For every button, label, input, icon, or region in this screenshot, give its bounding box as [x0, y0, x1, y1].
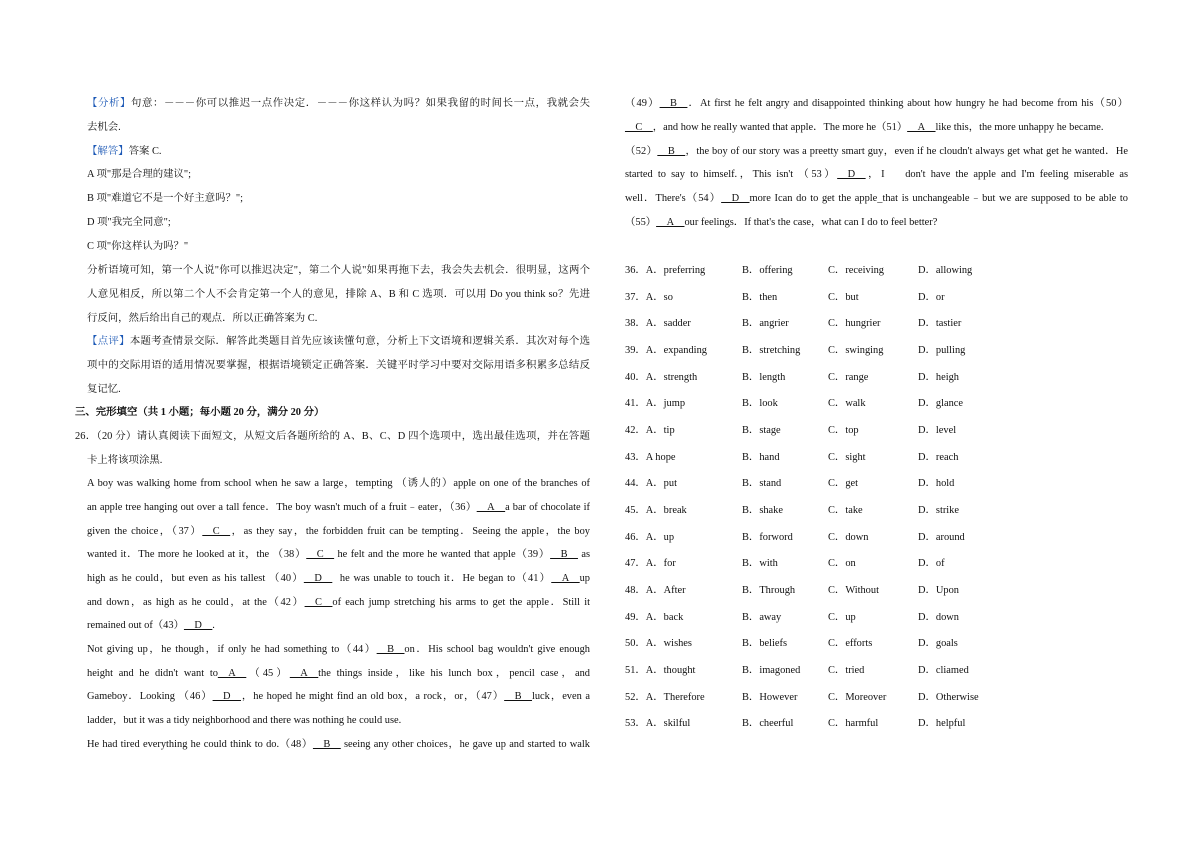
- option-b: B．hand: [742, 452, 780, 463]
- left-text-line: [87, 192, 590, 206]
- text-run: and down，as high as he could，at the（42）: [87, 597, 305, 608]
- answer-blank: __C__: [304, 597, 333, 608]
- left-text-line: [87, 383, 590, 397]
- option-d: D．pulling: [918, 345, 966, 356]
- text-run: ，I don't have the apple and I'm feeling miserable as: [865, 169, 1128, 180]
- option-row: [625, 344, 1128, 358]
- option-b: B．shake: [742, 505, 783, 516]
- option-b: B．offering: [742, 265, 793, 276]
- text-run: given the choice，（37）: [87, 526, 203, 537]
- left-text-line: [87, 643, 590, 657]
- text-run: ，and how he really wanted that apple．The more he（51）: [652, 122, 908, 133]
- option-b: B．stage: [742, 425, 781, 436]
- text-run: 复记忆.: [87, 384, 121, 395]
- left-text-line: [87, 548, 590, 562]
- option-row: [625, 584, 1128, 598]
- text-run: He had tired everything he could think to do.（48）: [87, 739, 313, 750]
- text-run: remained out of（43）: [87, 620, 184, 631]
- option-a: 43．A hope: [625, 452, 676, 463]
- option-c: C．but: [828, 292, 859, 303]
- left-text-line: [87, 97, 590, 111]
- option-row: [625, 477, 1128, 491]
- option-a: 37．A．so: [625, 292, 673, 303]
- option-a: 36．A．preferring: [625, 265, 706, 276]
- text-run: （45）: [246, 668, 290, 679]
- text-run: seeing any other choices，he gave up and started to walk: [340, 739, 590, 750]
- section-tag: 【分析】: [87, 98, 132, 109]
- left-text-line: [87, 240, 590, 254]
- text-run: on．His school bag wouldn't give enough: [404, 644, 590, 655]
- option-b: B．beliefs: [742, 638, 788, 649]
- text-run: （52）: [625, 146, 658, 157]
- option-b: B．angrier: [742, 318, 789, 329]
- answer-blank: __C__: [306, 549, 335, 560]
- option-c: C．hungrier: [828, 318, 881, 329]
- answer-blank: __A__: [551, 573, 580, 584]
- option-a: 42．A．tip: [625, 425, 675, 436]
- answer-blank: __D__: [212, 691, 241, 702]
- text-run: wanted it．The more he looked at it，the （38）: [87, 549, 307, 560]
- option-row: [625, 264, 1128, 278]
- text-run: he was unable to touch it．He began to（41）: [332, 573, 552, 584]
- option-b: B．However: [742, 692, 798, 703]
- answer-blank: __B__: [550, 549, 578, 560]
- text-run: ．At first he felt angry and disappointed thinking about how hungry he had become from his（50）: [687, 98, 1128, 109]
- answer-blank: __A__: [476, 502, 506, 513]
- option-b: B．imagoned: [742, 665, 801, 676]
- left-text-line: [87, 690, 590, 704]
- option-d: D．of: [918, 558, 945, 569]
- answer-blank: __B__: [312, 739, 341, 750]
- text-run: luck，even a: [531, 691, 590, 702]
- option-c: C．take: [828, 505, 863, 516]
- option-c: C．tried: [828, 665, 865, 676]
- option-b: B．stretching: [742, 345, 801, 356]
- option-b: B．away: [742, 612, 782, 623]
- option-a: 39．A．expanding: [625, 345, 707, 356]
- text-run: 人意见相反，所以第二个人不会肯定第一个人的意见，排除 A、B 和 C 选项．可以用 Do you think so？先进: [87, 289, 590, 300]
- text-run: a bar of chocolate if: [505, 502, 590, 513]
- option-row: [625, 611, 1128, 625]
- text-run: well．There's（54）: [625, 193, 722, 204]
- right-text-line: [625, 192, 1128, 206]
- right-text-line: [625, 145, 1128, 159]
- option-d: D．level: [918, 425, 957, 436]
- right-text-line: [625, 97, 1128, 111]
- option-d: D．heigh: [918, 372, 959, 383]
- left-text-line: [87, 738, 590, 752]
- answer-blank: __C__: [625, 122, 653, 133]
- text-run: （55）: [625, 217, 657, 228]
- left-text-line: [87, 216, 590, 230]
- left-text-line: [87, 359, 590, 373]
- text-run: 答案 C.: [128, 146, 162, 157]
- answer-blank: __C__: [202, 526, 231, 537]
- text-run: .: [212, 620, 215, 631]
- answer-blank: __A__: [289, 668, 319, 679]
- text-run: Gameboy．Looking （46）: [87, 691, 213, 702]
- text-run: 三、完形填空（共 1 小题；每小题 20 分，满分 20 分）: [75, 407, 325, 418]
- answer-blank: __D__: [183, 620, 213, 631]
- option-c: C．swinging: [828, 345, 884, 356]
- option-d: D．cliamed: [918, 665, 969, 676]
- option-b: B．Through: [742, 585, 796, 596]
- text-run: C 项"你这样认为吗？": [87, 241, 189, 252]
- text-run: （49）: [625, 98, 660, 109]
- text-run: like this，the more unhappy he became.: [935, 122, 1104, 133]
- option-a: 45．A．break: [625, 505, 687, 516]
- option-row: [625, 557, 1128, 571]
- answer-blank: __A__: [656, 217, 685, 228]
- option-row: [625, 717, 1128, 731]
- text-run: more Ican do to get the apple_that is unchangeable﹣but we are supposed to be able to: [749, 193, 1128, 204]
- option-c: C．range: [828, 372, 869, 383]
- option-c: C．up: [828, 612, 856, 623]
- text-run: ladder，but it was a tidy neighborhood and there was nothing he could use.: [87, 715, 402, 726]
- text-run: our feelings．If that's the case，what can I do to feel better?: [684, 217, 938, 228]
- option-a: 40．A．strength: [625, 372, 698, 383]
- left-text-line: [87, 619, 590, 633]
- option-a: 51．A．thought: [625, 665, 696, 676]
- option-row: [625, 317, 1128, 331]
- text-run: the things inside，like his lunch box，pencil case，and: [318, 668, 590, 679]
- right-text-line: [625, 168, 1128, 182]
- left-text-line: [87, 335, 590, 349]
- text-run: 分析语境可知，第一个人说"你可以推迟决定"，第二个人说"如果再拖下去，我会失去机会．很明显，这两个: [87, 265, 590, 276]
- text-run: 26．（20 分）请认真阅读下面短文，从短文后各题所给的 A、B、C、D 四个选项中，选出最佳选项，并在答题: [75, 431, 590, 442]
- option-a: 41．A．jump: [625, 398, 686, 409]
- left-text-line: [87, 477, 590, 491]
- option-a: 49．A．back: [625, 612, 684, 623]
- option-c: C．get: [828, 478, 859, 489]
- option-c: C．efforts: [828, 638, 873, 649]
- left-text-line: [87, 264, 590, 278]
- left-text-line: [75, 406, 590, 420]
- left-text-line: [87, 145, 590, 159]
- option-d: D．glance: [918, 398, 964, 409]
- right-text-line: [625, 216, 1128, 230]
- text-run: ，the boy of our story was a preetty smart guy，even if he cloudn't always get what get he wanted．He: [685, 146, 1129, 157]
- option-d: D．or: [918, 292, 945, 303]
- text-run: an apple tree hanging out over a tall fence．The boy wasn't much of a fruit﹣eater，（36）: [87, 502, 477, 513]
- text-run: 行反问，然后给出自己的观点．所以正确答案为 C.: [87, 313, 318, 324]
- text-run: B 项"难道它不是一个好主意吗？";: [87, 193, 243, 204]
- text-run: high as he could，but even as his tallest （40）: [87, 573, 304, 584]
- left-text-line: [87, 454, 590, 468]
- text-run: Not giving up，he though，if only he had something to（44）: [87, 644, 377, 655]
- text-run: ，he hoped he might find an old box，a rock，or，（47）: [240, 691, 505, 702]
- option-a: 44．A．put: [625, 478, 677, 489]
- answer-blank: __D__: [721, 193, 750, 204]
- section-tag: 【解答】: [87, 146, 129, 157]
- text-run: 去机会.: [87, 122, 121, 133]
- text-run: A 项"那是合理的建议";: [87, 169, 192, 180]
- text-run: up: [579, 573, 590, 584]
- left-text-line: [87, 168, 590, 182]
- left-text-line: [87, 596, 590, 610]
- option-d: D．helpful: [918, 718, 966, 729]
- option-a: 47．A．for: [625, 558, 676, 569]
- option-c: C．on: [828, 558, 856, 569]
- option-row: [625, 451, 1128, 465]
- option-a: 52．A．Therefore: [625, 692, 705, 703]
- option-row: [625, 424, 1128, 438]
- text-run: of each jump stretching his arms to get the apple．Still it: [332, 597, 590, 608]
- text-run: started to say to himself.，This isn't （53）: [625, 169, 838, 180]
- answer-blank: __B__: [659, 98, 688, 109]
- option-c: C．Moreover: [828, 692, 887, 703]
- option-d: D．hold: [918, 478, 955, 489]
- left-text-line: [87, 288, 590, 302]
- answer-blank: __B__: [376, 644, 405, 655]
- left-text-line: [75, 430, 590, 444]
- option-d: D．Upon: [918, 585, 959, 596]
- left-text-line: [87, 121, 590, 135]
- left-text-line: [87, 501, 590, 515]
- text-run: 卡上将该项涂黑.: [87, 455, 163, 466]
- answer-blank: __A__: [907, 122, 936, 133]
- option-b: B．forword: [742, 532, 793, 543]
- option-d: D．tastier: [918, 318, 962, 329]
- option-b: B．cheerful: [742, 718, 794, 729]
- option-c: C．top: [828, 425, 859, 436]
- text-run: ，as they say，the forbidden fruit can be tempting．Seeing the apple，the boy: [230, 526, 590, 537]
- option-c: C．down: [828, 532, 869, 543]
- option-d: D．strike: [918, 505, 959, 516]
- text-run: D 项"我完全同意";: [87, 217, 171, 228]
- option-row: [625, 371, 1128, 385]
- left-text-line: [87, 714, 590, 728]
- answer-blank: __D__: [837, 169, 866, 180]
- option-d: D．allowing: [918, 265, 973, 276]
- text-run: as: [577, 549, 590, 560]
- option-row: [625, 504, 1128, 518]
- option-a: 50．A．wishes: [625, 638, 692, 649]
- option-row: [625, 637, 1128, 651]
- text-run: 句意：－－－你可以推迟一点作决定．－－－你这样认为吗？如果我留的时间长一点，我就会失: [131, 98, 591, 109]
- option-row: [625, 397, 1128, 411]
- option-b: B．with: [742, 558, 778, 569]
- option-b: B．look: [742, 398, 778, 409]
- option-a: 46．A．up: [625, 532, 675, 543]
- text-run: 项中的交际用语的适用情况要掌握，根据语境锁定正确答案．关键平时学习中要对交际用语多积累多总结反: [87, 360, 590, 371]
- option-c: C．sight: [828, 452, 866, 463]
- option-c: C．receiving: [828, 265, 884, 276]
- left-text-line: [87, 572, 590, 586]
- answer-blank: __A__: [217, 668, 247, 679]
- option-b: B．length: [742, 372, 786, 383]
- option-d: D．around: [918, 532, 965, 543]
- option-c: C．walk: [828, 398, 866, 409]
- option-d: D．Otherwise: [918, 692, 979, 703]
- text-run: height and he didn't want to: [87, 668, 218, 679]
- option-c: C．harmful: [828, 718, 879, 729]
- section-tag: 【点评】: [87, 336, 130, 347]
- left-text-line: [87, 312, 590, 326]
- option-row: [625, 291, 1128, 305]
- option-a: 53．A．skilful: [625, 718, 691, 729]
- option-row: [625, 691, 1128, 705]
- option-row: [625, 664, 1128, 678]
- option-b: B．stand: [742, 478, 782, 489]
- option-row: [625, 531, 1128, 545]
- left-text-line: [87, 667, 590, 681]
- option-d: D．goals: [918, 638, 958, 649]
- answer-blank: __B__: [504, 691, 532, 702]
- option-d: D．reach: [918, 452, 959, 463]
- option-a: 48．A．After: [625, 585, 686, 596]
- text-run: A boy was walking home from school when he saw a large，tempting （诱人的）apple on one of the branches of: [87, 478, 590, 489]
- answer-blank: __B__: [657, 146, 686, 157]
- text-run: he felt and the more he wanted that apple（39）: [334, 549, 551, 560]
- right-text-line: [625, 121, 1128, 135]
- left-text-line: [87, 525, 590, 539]
- text-run: 本题考查情景交际．解答此类题目首先应该读懂句意，分析上下文语境和逻辑关系．其次对每个选: [129, 336, 591, 347]
- option-a: 38．A．sadder: [625, 318, 691, 329]
- option-b: B．then: [742, 292, 778, 303]
- answer-blank: __D__: [303, 573, 333, 584]
- option-d: D．down: [918, 612, 959, 623]
- option-c: C．Without: [828, 585, 879, 596]
